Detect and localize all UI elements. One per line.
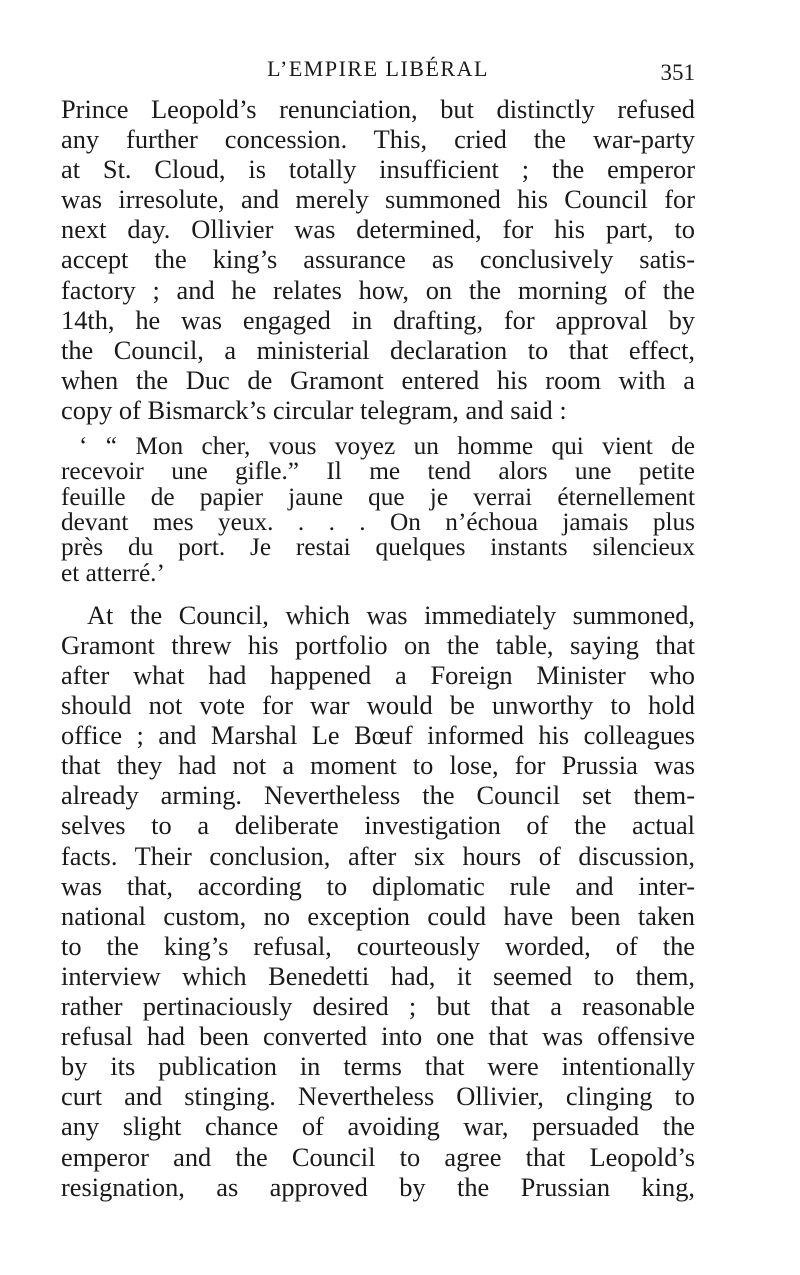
page-number: 351 <box>660 60 695 85</box>
text-line: after what had happened a Foreign Minister who <box>61 660 695 690</box>
text-line: at St. Cloud, is totally insufficient ; the emperor <box>61 154 695 185</box>
text-line: Gramont threw his portfolio on the table, saying that <box>61 629 695 660</box>
text-line: rather pertinaciously desired ; but that a reasonable <box>61 991 695 1022</box>
text-line: resignation, as approved by the Prussian king, <box>61 1171 695 1202</box>
text-line: 14th, he was engaged in drafting, for approval by <box>61 304 695 335</box>
text-line: refusal had been converted into one that was offensive <box>61 1021 695 1052</box>
book-page <box>61 56 695 1202</box>
text-line: copy of Bismarck’s circular telegram, and said : <box>61 394 567 425</box>
text-line: the Council, a ministerial declaration to that effect, <box>61 334 695 365</box>
quote-line: près du port. Je restai quelques instants silencieux <box>61 533 695 562</box>
text-line: any further concession. This, cried the war-party <box>61 124 695 155</box>
text-line: next day. Ollivier was determined, for his part, to <box>61 214 695 245</box>
text-line: was irresolute, and merely summoned his Council for <box>61 184 695 215</box>
text-line: was that, according to diplomatic rule and inter- <box>61 870 695 901</box>
text-line: facts. Their conclusion, after six hours of discussion, <box>61 840 695 871</box>
text-line: At the Council, which was immediately summoned, <box>87 599 695 630</box>
running-title: L’EMPIRE LIBÉRAL <box>267 56 489 81</box>
text-line: any slight chance of avoiding war, persuaded the <box>61 1111 695 1142</box>
text-line: selves to a deliberate investigation of the actual <box>61 810 695 841</box>
text-line: should not vote for war would be unworthy to hold <box>61 690 695 721</box>
text-line: accept the king’s assurance as conclusively satis- <box>61 244 695 275</box>
text-line: when the Duc de Gramont entered his room with a <box>61 364 695 395</box>
text-line: emperor and the Council to agree that Leopold’s <box>61 1141 695 1172</box>
text-line: factory ; and he relates how, on the morning of the <box>61 274 695 305</box>
text-line: curt and stinging. Nevertheless Ollivier, clinging to <box>61 1081 695 1112</box>
text-line: that they had not a moment to lose, for Prussia was <box>61 750 695 781</box>
text-line: interview which Benedetti had, it seemed to them, <box>61 960 695 991</box>
quote-line: feuille de papier jaune que je verrai éternellement <box>61 482 695 511</box>
text-line: to the king’s refusal, courteously worded, of the <box>61 930 695 961</box>
paragraph-council <box>61 600 695 1202</box>
text-line: by its publication in terms that were intentionally <box>61 1051 695 1082</box>
quote-line: recevoir une gifle.” Il me tend alors une petite <box>61 457 695 486</box>
running-head <box>61 56 695 92</box>
quote-line: et atterré.’ <box>61 558 165 587</box>
paragraph-continued <box>61 94 695 425</box>
block-quotation <box>61 434 695 586</box>
quote-line: ‘ “ Mon cher, vous voyez un homme qui vient de <box>79 432 695 461</box>
text-line: office ; and Marshal Le Bœuf informed his colleagues <box>61 720 695 751</box>
quote-line: devant mes yeux. . . . On n’échoua jamais plus <box>61 507 695 536</box>
text-line: Prince Leopold’s renunciation, but distinctly refused <box>61 94 695 124</box>
text-line: already arming. Nevertheless the Council set them- <box>61 780 695 811</box>
text-line: national custom, no exception could have been taken <box>61 900 695 931</box>
